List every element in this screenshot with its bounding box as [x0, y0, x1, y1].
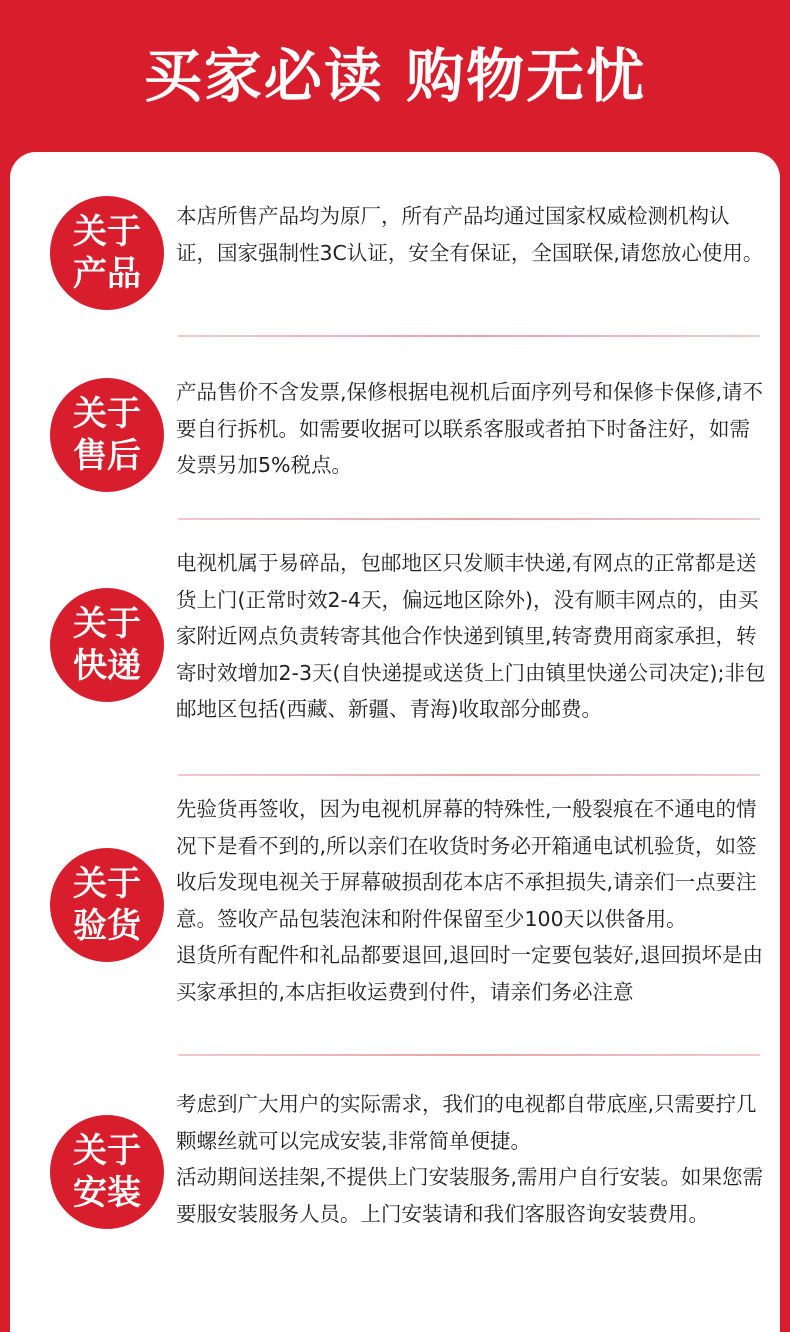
page-title: 买家必读 购物无忧	[143, 42, 647, 110]
section-text	[176, 791, 766, 1010]
paragraph: 电视机属于易碎品，包邮地区只发顺丰快递,有网点的正常都是送货上门(正常时效2-4天，偏远地区除外)，没有顺丰网点的，由买家附近网点负责转寄其他合作快递到镇里,转寄费用商家承担，转寄时效增加2-3天(自快递提或送货上门由镇里快递公司决定);非包邮地区包括(西藏、新疆、青海)收取部分邮费。	[176, 551, 766, 721]
badge-label-top: 关于	[73, 212, 141, 252]
paragraph: 退货所有配件和礼品都要退回,退回时一定要包装好,退回损坏是由买家承担的,本店拒收运费到付件，请亲们务必注意	[176, 943, 764, 1004]
badge-label-top: 关于	[73, 1131, 141, 1171]
section-divider	[178, 1054, 760, 1056]
section-divider	[178, 335, 760, 337]
badge-installation	[50, 1115, 164, 1229]
paragraph: 先验货再签收，因为电视机屏幕的特殊性,一般裂痕在不通电的情况下是看不到的,所以亲们在收货时务必开箱通电试机验货，如签收后发现电视关于屏幕破损刮花本店不承担损失,请亲们一点要注意。签收产品包装泡沫和附件保留至少100天以供备用。	[176, 797, 757, 931]
section-divider	[178, 774, 760, 776]
notice-card	[10, 152, 780, 1332]
badge-product	[50, 196, 164, 310]
badge-label-bottom: 产品	[73, 254, 141, 294]
badge-inspection	[50, 848, 164, 962]
section-divider	[178, 518, 760, 520]
paragraph: 产品售价不含发票,保修根据电视机后面序列号和保修卡保修,请不要自行拆机。如需要收据可以联系客服或者拍下时备注好，如需发票另加5%税点。	[176, 380, 764, 477]
badge-label-bottom: 安装	[73, 1173, 141, 1213]
badge-label-top: 关于	[73, 394, 141, 434]
paragraph: 考虑到广大用户的实际需求，我们的电视都自带底座,只需要拧几颗螺丝就可以完成安装,非常简单便捷。	[176, 1092, 757, 1153]
paragraph: 本店所售产品均为原厂，所有产品均通过国家权威检测机构认证，国家强制性3C认证，安全有保证，全国联保,请您放心使用。	[176, 204, 764, 265]
badge-label-top: 关于	[73, 864, 141, 904]
section-text	[176, 198, 766, 271]
badge-label-bottom: 售后	[73, 436, 141, 476]
badge-after-sales	[50, 378, 164, 492]
paragraph: 活动期间送挂架,不提供上门安装服务,需用户自行安装。如果您需要服安装服务人员。上门安装请和我们客服咨询安装费用。	[176, 1165, 764, 1226]
badge-label-bottom: 验货	[73, 906, 141, 946]
badge-label-top: 关于	[73, 604, 141, 644]
section-text	[176, 374, 766, 484]
badge-shipping	[50, 588, 164, 702]
section-text	[176, 545, 766, 728]
section-text	[176, 1086, 766, 1232]
header-banner	[0, 0, 790, 150]
badge-label-bottom: 快递	[73, 646, 141, 686]
